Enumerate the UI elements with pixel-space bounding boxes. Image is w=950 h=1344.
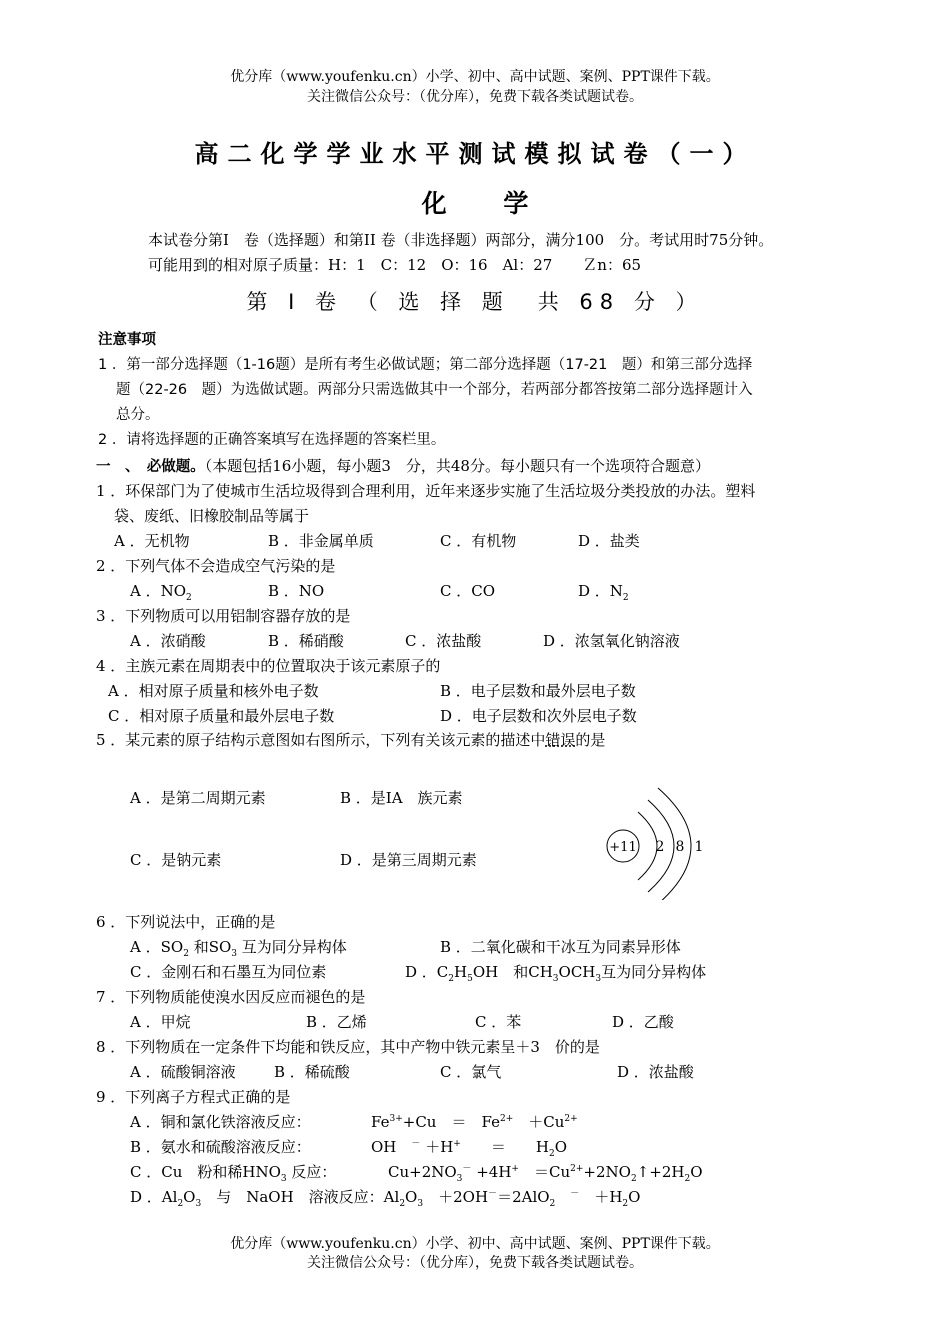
q5-option-c: C ．是钠元素: [130, 851, 222, 869]
q6-stem: 6 ．下列说法中，正确的是: [96, 913, 276, 931]
q5-stem: 5 ．某元素的原子结构示意图如右图所示，下列有关该元素的描述中错误的是: [96, 731, 606, 749]
footer-line-2: 关注微信公众号：（优分库），免费下载各类试题试卷。: [307, 1255, 643, 1271]
intro-line-1: 本试卷分第I 卷（选择题）和第II 卷（非选择题）两部分，满分100 分。考试用时75分钟。: [148, 231, 774, 249]
q3-option-c: C ．浓盐酸: [405, 632, 482, 650]
q9-option-c-label: C ．Cu 粉和稀$HNO_3$ 反应：: [130, 1163, 337, 1184]
section-1-desc: （本题包括16小题，每小题3 分，共48分。每小题只有一个选项符合题意）: [204, 457, 710, 475]
q2-option-b: B ．NO: [268, 582, 325, 600]
q2-option-d: D ．$N_2$: [578, 582, 629, 603]
q9-option-a-label: A ．铜和氯化铁溶液反应：: [130, 1113, 311, 1131]
q3-option-b: B ．稀硝酸: [268, 632, 344, 650]
q2-option-c: C ．CO: [440, 582, 496, 600]
note-2: 2 ．请将选择题的正确答案填写在选择题的答案栏里。: [98, 432, 446, 448]
q4-stem: 4 ．主族元素在周期表中的位置取决于该元素原子的: [96, 657, 441, 675]
q5-option-d: D ．是第三周期元素: [340, 851, 477, 869]
header-line-2: 关注微信公众号：（优分库），免费下载各类试题试卷。: [307, 89, 643, 105]
q9-option-c-equation: $Cu+2NO_3^- +4H^+$ $=Cu^{2+}+2NO_2↑+2H_2O$: [388, 1163, 703, 1184]
q9-option-a-equation: $Fe^{3+}+Cu$ ＝ $Fe^{2+}$ $+Cu^{2+}$: [371, 1113, 578, 1131]
q1-option-d: D ．盐类: [578, 532, 640, 550]
q1-stem-line-2: 袋、废纸、旧橡胶制品等属于: [114, 507, 310, 525]
q7-option-b: B ．乙烯: [306, 1013, 367, 1031]
q5-option-b: B ．是IA 族元素: [340, 789, 463, 807]
q9-stem: 9 ．下列离子方程式正确的是: [96, 1088, 291, 1106]
q4-option-a: A ．相对原子质量和核外电子数: [108, 682, 319, 700]
q1-stem-line-1: 1 ．环保部门为了使城市生活垃圾得到合理利用，近年来逐步实施了生活垃圾分类投放的办法。塑料: [96, 482, 756, 500]
shell-2-electrons: 8: [675, 839, 685, 855]
q7-option-c: C ．苯: [475, 1013, 522, 1031]
q8-option-a: A ．硫酸铜溶液: [130, 1063, 236, 1081]
footer-line-1: 优分库（www.youfenku.cn）小学、初中、高中试题、案例、PPT课件下载。: [230, 1236, 720, 1252]
q4-option-b: B ．电子层数和最外层电子数: [440, 682, 636, 700]
note-1-line-1: 1 ．第一部分选择题（1-16题）是所有考生必做试题；第二部分选择题（17-21 题）和第三部分选择: [98, 357, 753, 373]
nucleus-label: +11: [609, 840, 637, 855]
note-1-line-3: 总分。: [116, 407, 160, 423]
q3-option-d: D ．浓氢氧化钠溶液: [543, 632, 680, 650]
q8-option-b: B ．稀硫酸: [274, 1063, 350, 1081]
note-1-line-2: 题（22-26 题）为选做试题。两部分只需选做其中一个部分，若两部分都答按第二部分选择题计入: [116, 382, 753, 398]
q7-option-a: A ．甲烷: [130, 1013, 191, 1031]
q8-option-d: D ．浓盐酸: [617, 1063, 694, 1081]
q8-option-c: C ．氯气: [440, 1063, 502, 1081]
q7-option-d: D ．乙酸: [612, 1013, 674, 1031]
q2-stem: 2 ．下列气体不会造成空气污染的是: [96, 557, 336, 575]
q1-option-b: B ．非金属单质: [268, 532, 374, 550]
q3-stem: 3 ．下列物质可以用铝制容器存放的是: [96, 607, 351, 625]
atom-structure-diagram: [598, 780, 728, 900]
q9-option-b-equation: OH － ＋H+ ＝ $H_2O$: [371, 1138, 568, 1159]
q5-emphasis: 错误: [545, 731, 576, 749]
shell-1-electrons: 2: [655, 839, 665, 855]
q3-option-a: A ．浓硝酸: [130, 632, 206, 650]
q4-option-c: C ．相对原子质量和最外层电子数: [108, 707, 335, 725]
q9-option-d: D ．$Al_2O_3$ 与 NaOH 溶液反应：$Al_2O_3$ ＋2OH－＝2AlO$_2$ － $+H_2O$: [130, 1188, 641, 1209]
q2-option-a: A ．$NO_2$: [130, 582, 192, 603]
notes-heading: 注意事项: [98, 332, 156, 348]
shell-arc-1: [638, 812, 657, 880]
part-one-title: 第 Ⅰ 卷 （ 选 择 题 共 68 分 ）: [246, 290, 704, 314]
q6-option-d: D ．$C_2H_5OH$ 和$CH_3OCH_3$互为同分异构体: [405, 963, 707, 984]
exam-title: 高二化学学业水平测试模拟试卷（一）: [194, 140, 756, 168]
header-line-1: 优分库（www.youfenku.cn）小学、初中、高中试题、案例、PPT课件下载。: [230, 69, 720, 85]
q1-option-a: A ．无机物: [114, 532, 190, 550]
intro-line-2: 可能用到的相对原子质量：H：1 C：12 O：16 Al：27 Ｚn：65: [148, 256, 642, 274]
q4-option-d: D ．电子层数和次外层电子数: [440, 707, 637, 725]
section-1-header: [96, 455, 710, 476]
section-1-label: 一 、 必做题。: [96, 459, 205, 475]
shell-3-electrons: 1: [694, 839, 704, 855]
q8-stem: 8 ．下列物质在一定条件下均能和铁反应，其中产物中铁元素呈＋3 价的是: [96, 1038, 600, 1056]
q7-stem: 7 ．下列物质能使溴水因反应而褪色的是: [96, 988, 366, 1006]
q6-option-a: A ．$SO_2$ 和$SO_3$ 互为同分异构体: [130, 938, 347, 959]
q5-option-a: A ．是第二周期元素: [130, 789, 266, 807]
q9-option-b-label: B ．氨水和硫酸溶液反应：: [130, 1138, 311, 1156]
q6-option-b: B ．二氧化碳和干冰互为同素异形体: [440, 938, 681, 956]
q6-option-c: C ．金刚石和石墨互为同位素: [130, 963, 327, 981]
q1-option-c: C ．有机物: [440, 532, 517, 550]
subject-title: 化 学: [421, 189, 529, 218]
